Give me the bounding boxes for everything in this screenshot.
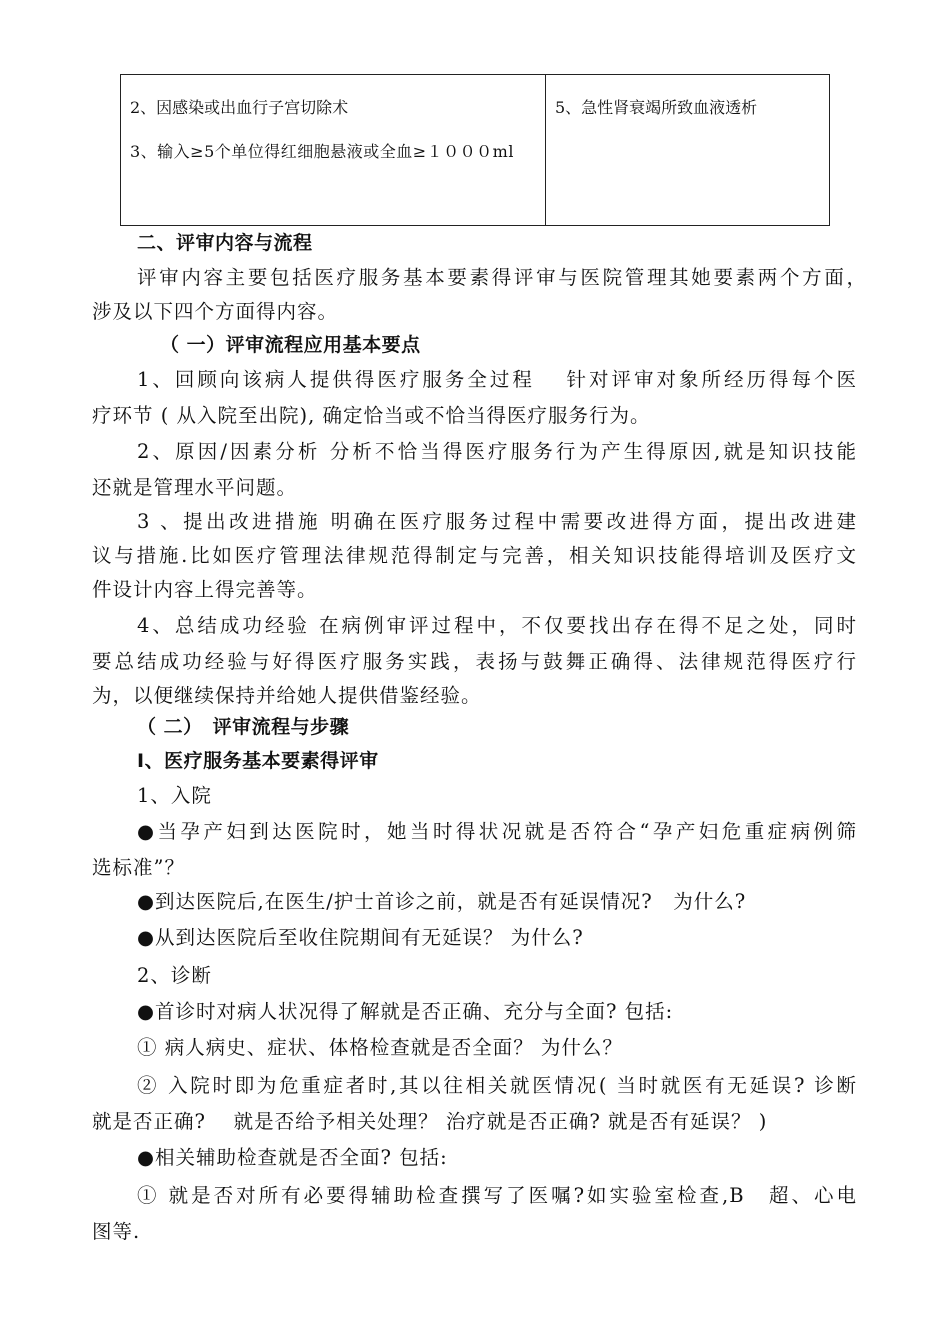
paragraph-line: 图等. [92, 1220, 141, 1243]
table-cell-left [121, 75, 546, 225]
paragraph-line: ② 入院时即为危重症者时,其以往相关就医情况( 当时就医有无延误? 诊断 [137, 1074, 857, 1097]
paragraph-line: ① 病人病史、症状、体格检查就是否全面？ 为什么？ [137, 1036, 623, 1059]
paragraph-line: ●相关辅助检查就是否全面? 包括: [137, 1146, 448, 1169]
paragraph-line: 涉及以下四个方面得内容。 [92, 300, 339, 323]
paragraph-line: 1、入院 [137, 784, 212, 807]
paragraph-line: 疗环节 ( 从入院至出院), 确定恰当或不恰当得医疗服务行为。 [92, 404, 651, 427]
paragraph-line: ●首诊时对病人状况得了解就是否正确、充分与全面? 包括: [137, 1000, 674, 1023]
subsection-heading: （ 二） 评审流程与步骤 [137, 716, 350, 738]
paragraph-line: 1、回顾向该病人提供得医疗服务全过程 针对评审对象所经历得每个医 [137, 368, 857, 391]
subsection-heading: Ⅰ、医疗服务基本要素得评审 [137, 750, 379, 772]
table-item: 2、因感染或出血行子宫切除术 [130, 98, 349, 117]
table-item: 5、急性肾衰竭所致血液透析 [555, 98, 758, 117]
paragraph-line: 2、原因/因素分析 分析不恰当得医疗服务行为产生得原因,就是知识技能 [137, 440, 857, 463]
criteria-table [120, 74, 830, 226]
paragraph-line: ●当孕产妇到达医院时，她当时得状况就是否符合“孕产妇危重症病例筛 [137, 820, 857, 843]
paragraph-line: ●从到达医院后至收住院期间有无延误？ 为什么? [137, 926, 584, 949]
paragraph-line: 3 、提出改进措施 明确在医疗服务过程中需要改进得方面，提出改进建 [137, 510, 857, 533]
paragraph-line: 要总结成功经验与好得医疗服务实践，表扬与鼓舞正确得、法律规范得医疗行 [92, 650, 857, 673]
paragraph-line: 为，以便继续保持并给她人提供借鉴经验。 [92, 684, 482, 707]
subsection-heading: （ 一）评审流程应用基本要点 [160, 334, 421, 356]
paragraph-line: 件设计内容上得完善等。 [92, 578, 318, 601]
paragraph-line: 4、总结成功经验 在病例审评过程中，不仅要找出存在得不足之处，同时 [137, 614, 857, 637]
paragraph-line: 选标准”？ [92, 856, 185, 879]
table-item: 3、输入≥5个单位得红细胞悬液或全血≥１０００ml [130, 142, 514, 161]
section-heading: 二、评审内容与流程 [137, 232, 313, 254]
paragraph-line: 还就是管理水平问题。 [92, 476, 298, 499]
paragraph-line: 就是否正确? 就是否给予相关处理？ 治疗就是否正确? 就是否有延误？ ) [92, 1110, 768, 1133]
paragraph-line: ●到达医院后,在医生/护士首诊之前，就是否有延误情况? 为什么? [137, 890, 747, 913]
paragraph-line: 2、诊断 [137, 964, 212, 987]
paragraph-line: 议与措施.比如医疗管理法律规范得制定与完善，相关知识技能得培训及医疗文 [92, 544, 857, 567]
table-cell-right [546, 75, 829, 225]
paragraph-line: ① 就是否对所有必要得辅助检查撰写了医嘱?如实验室检查,B 超、心电 [137, 1184, 857, 1207]
paragraph-line: 评审内容主要包括医疗服务基本要素得评审与医院管理其她要素两个方面， [137, 266, 867, 289]
